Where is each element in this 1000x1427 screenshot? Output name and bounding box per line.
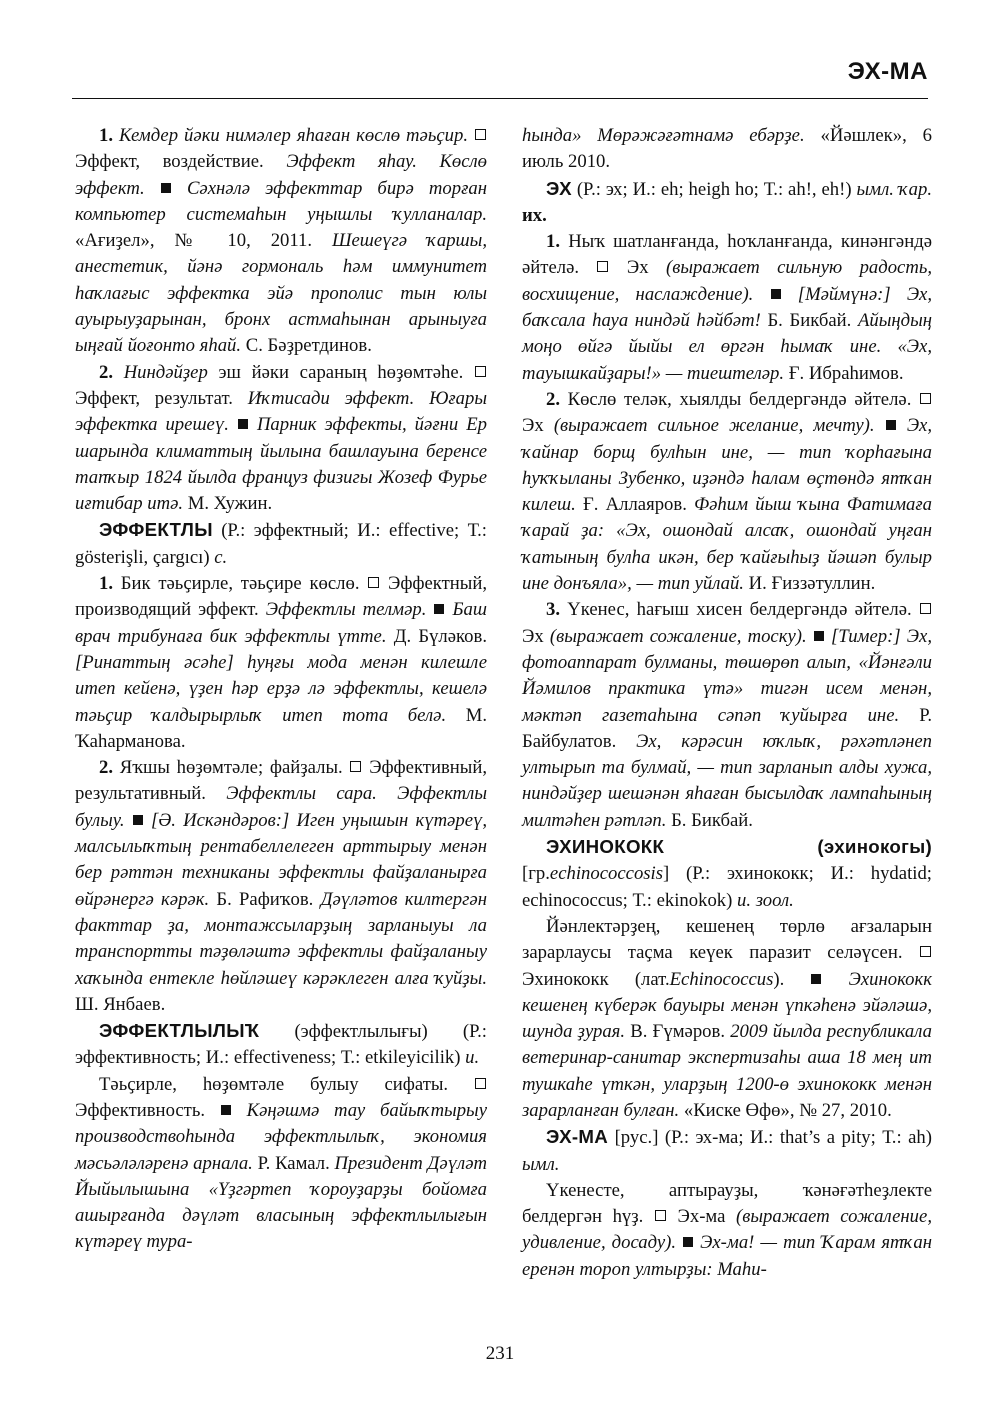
example-quote: Эх, ҡайнар борщ булһын ине, — тип ҡорһағына һуҡҡыланы Зубенко, иҙәндә һалам өҫтөндә ятҡан килеш. bbox=[522, 415, 933, 516]
sense-paragraph bbox=[75, 571, 487, 755]
sense-paragraph bbox=[75, 1072, 487, 1256]
definition-text: Үкенес, һағыш хисен белдергәндә әйтелә. bbox=[567, 599, 912, 621]
example-square-icon bbox=[771, 289, 781, 299]
sense-number: 2. bbox=[99, 757, 114, 779]
russian-translation: Эффективный, результативный. bbox=[75, 757, 487, 805]
left-column bbox=[75, 123, 487, 1256]
example-source: В. Ғүмәров. bbox=[630, 1021, 726, 1043]
russian-translation: Эффект, результат. bbox=[75, 387, 233, 409]
part-of-speech: ымл. ҡар. bbox=[856, 178, 932, 200]
sense-number: 2. bbox=[546, 388, 561, 410]
etymology: [гр. bbox=[522, 863, 550, 885]
definition-text: Йәнлектәрҙең, кешенең төрлө ағзаларын зарарлаусы таҫма кеүек паразит селәүсен. bbox=[522, 915, 932, 964]
page-number: 231 bbox=[485, 1343, 515, 1364]
russian-gloss: (выражает сожаление, тоску). bbox=[549, 625, 807, 647]
definition-text: Көслө теләк, хыялды белдергәндә әйтелә. bbox=[567, 388, 912, 410]
definition-text: Кемдер йәки нимәлер яһаған көслө тәьҫир. bbox=[119, 125, 468, 146]
sense-paragraph bbox=[75, 755, 487, 1018]
part-of-speech: с. bbox=[214, 546, 228, 568]
headword: ЭФФЕКТЛЫ bbox=[99, 519, 213, 541]
example-square-icon bbox=[238, 419, 248, 429]
example-square-icon bbox=[133, 815, 143, 825]
example-quote: Баш врач трибунаға бик эффектлы үтте. bbox=[75, 599, 488, 647]
sense-paragraph bbox=[75, 360, 487, 518]
headword: ЭФФЕКТЛЫЛЫҠ bbox=[99, 1020, 260, 1042]
etymology: (Р.: эх; И.: eh; heigh ho; Т.: ah!, eh!) bbox=[576, 178, 852, 200]
sense-paragraph bbox=[522, 914, 932, 1124]
example-source: Р. Байбулатов. bbox=[522, 704, 932, 752]
definition-text: Тәьҫирле, һөҙөмтәле булыу сифаты. bbox=[99, 1073, 449, 1095]
example-source: М. Хужин. bbox=[187, 493, 273, 515]
russian-translation: Эхинококк (лат. bbox=[522, 968, 670, 990]
running-head: ЭХ-МА bbox=[847, 58, 928, 85]
example-quote: Фәһим йыш ҡына Фатимаға ҡарай ҙа: «Эх, ошондай алсаҡ, ошондай уңған ҡатының булһа икән, бер ҡайғыһыҙ йәшәп булыр ине донъяла», — тип уйлай. bbox=[522, 494, 932, 595]
russian-translation: Эх bbox=[522, 415, 544, 437]
sense-number: 1. bbox=[99, 125, 114, 146]
russian-gloss: (выражает сильное желание, мечту). bbox=[553, 415, 875, 437]
example-quote: Дәүләтов килтергән факттар ҙа, монтажсыларҙың зарланыуы ла транспортты тәҙөләштә эффектлы файҙаланыу хаҡында ентекле һөйләшеү кәрәклеген алға ҡуйҙы. bbox=[75, 888, 487, 989]
part-of-speech: ымл. bbox=[522, 1153, 560, 1175]
example-square-icon bbox=[811, 974, 821, 984]
headword: ЭХ-МА bbox=[546, 1126, 609, 1148]
entry-header bbox=[75, 517, 487, 571]
entry-header bbox=[522, 1124, 932, 1178]
headword-genitive: (эхинокогы) bbox=[817, 836, 932, 858]
sense-number: 2. bbox=[99, 361, 114, 383]
example-quote: Сәхнәлә эффекттар бирә торған компьютер системаһын уңышлы ҡулланалар. bbox=[75, 177, 488, 225]
example-quote: Эхинококк кешенең күберәк бауыры менән үпкәһенә эйәләшә, шунда ҙурая. bbox=[522, 968, 933, 1043]
example-source: Б. Бикбай. bbox=[671, 809, 753, 831]
russian-translation: Эффектный, производящий эффект. bbox=[75, 573, 488, 621]
cross-reference: их. bbox=[522, 204, 547, 226]
example-square-icon bbox=[683, 1237, 693, 1247]
sense-paragraph bbox=[522, 597, 932, 834]
example-source: «Киске Өфө», № 27, 2010. bbox=[683, 1099, 892, 1121]
sense-number: 3. bbox=[546, 599, 561, 621]
translation-square-icon bbox=[597, 261, 608, 272]
translation-square-icon bbox=[368, 577, 379, 588]
etymology: (Р.: эффектный; И.: effective; Т.: gösterişli, çargıcı) bbox=[75, 520, 487, 568]
russian-translation: Эх bbox=[522, 625, 544, 647]
sense-paragraph bbox=[522, 229, 932, 387]
example-quote: Парник эффекты, йәғни Ер шарында климаттың йылына башлауына беренсе тапҡыр 1824 йылда француз физигы Жозеф Фурье иғтибар итә. bbox=[75, 414, 488, 515]
translation-square-icon bbox=[920, 393, 931, 404]
russian-translation: Эффективность. bbox=[75, 1099, 206, 1121]
example-square-icon bbox=[886, 420, 896, 430]
entry-header bbox=[75, 1018, 487, 1072]
example-source: Б. Рафиҡов. bbox=[216, 888, 314, 910]
example-square-icon bbox=[434, 604, 444, 614]
example-quote: 2009 йылда республикала ветеринар-санитар экспертизаһы аша 18 мең ит тушкаһе үткән, уларҙың 1200-ө эхинококк менән зарарланған булған. bbox=[522, 1021, 932, 1121]
example-source: Б. Бикбай. bbox=[767, 310, 852, 332]
example-source: И. Ғиззәтуллин. bbox=[748, 573, 876, 595]
sense-number: 1. bbox=[546, 231, 561, 253]
etymology: (эффектлылығы) (Р.: эффективность; И.: effectiveness; Т.: etkileyicilik) bbox=[75, 1021, 487, 1069]
sense-paragraph bbox=[522, 1178, 932, 1283]
translation-square-icon bbox=[475, 129, 486, 140]
right-column bbox=[522, 123, 932, 1283]
definition-text: Ниндәйҙер bbox=[123, 361, 208, 383]
example-source: Р. Камал. bbox=[257, 1152, 330, 1174]
continued-paragraph bbox=[522, 123, 932, 176]
russian-gloss: (выражает сильную радость, восхищение, наслаждение). bbox=[522, 257, 933, 305]
example-quote: Эх-ма! — тип Ҡарам ятҡан еренән тороп ултырҙы: Маһи- bbox=[522, 1232, 932, 1280]
headword: ЭХИНОКОКК bbox=[546, 836, 665, 858]
example-source: «Йәшлек», 6 июль 2010. bbox=[522, 125, 932, 173]
example-square-icon bbox=[814, 631, 824, 641]
example-quote: Президент Дәүләт Йыйылышына «Үҙгәртеп ҡороуҙарҙы бойомға ашырғанда дәүләт власының эффектлылығын күтәреү тура- bbox=[75, 1152, 487, 1253]
definition-text: эш йәки сараның һөҙөмтәһе. bbox=[218, 361, 464, 383]
example-quote: [Мәймүнә:] Эх, баҡсала һауа ниндәй һәйбәт! bbox=[522, 283, 933, 332]
example-quote: [Ә. Искәндәров:] Иген уңышын күтәреү, малсылыҡтың рентабеллелеген арттырыу менән бер рәттән техниканы эффектлы файҙаланырға өйрәнергә кәрәк. bbox=[75, 809, 488, 910]
example-square-icon bbox=[161, 183, 171, 193]
example-phrase: Эффектлы сара. Эффектлы булыу. bbox=[75, 783, 487, 831]
sense-paragraph bbox=[75, 123, 487, 360]
sense-paragraph bbox=[522, 387, 932, 597]
definition-text: Үкенесте, аптырауҙы, ҡәнәғәтһеҙлекте белдергән һүҙ. bbox=[522, 1179, 932, 1228]
example-quote: Кәңәшмә тау байыҡтырыу производствоһында эффектлылыҡ, экономия мәсьәләләренә арнала. bbox=[75, 1099, 488, 1174]
translation-square-icon bbox=[475, 366, 486, 377]
example-source: Ш. Янбаев. bbox=[75, 993, 166, 1015]
entry-header bbox=[522, 834, 932, 914]
definition-text: Бик тәьҫирле, тәьҫире көслө. bbox=[120, 573, 360, 595]
example-quote: Эх, кәрәсин юҡлыҡ, рәхәтләнеп ултырып та булмай, — тип зарланып алды хужа, ниндәйҙер шешәнән яһаған бысылдаҡ лампаһының милтәһен рәтләп. bbox=[522, 730, 932, 831]
etymology: ] (Р.: эхинококк; И.: hydatid; echinococcus; Т.: ekinokok) bbox=[522, 863, 932, 911]
part-of-speech: и. зоол. bbox=[737, 889, 794, 911]
example-source: «Ағиҙел», № 10, 2011. bbox=[75, 230, 313, 252]
example-phrase: Эффект яһау. Көслө эффект. bbox=[75, 151, 488, 199]
russian-gloss: (выражает сожаление, удивление, досаду). bbox=[522, 1206, 932, 1254]
part-of-speech: и. bbox=[465, 1047, 480, 1069]
definition-text: Ныҡ шатланғанда, һоҡланғанда, кинәнгәндә әйтелә. bbox=[522, 231, 932, 279]
russian-translation: ). bbox=[773, 968, 785, 990]
russian-translation: Эх bbox=[626, 257, 649, 279]
definition-text: Яҡшы һөҙөмтәле; файҙалы. bbox=[119, 757, 343, 779]
russian-translation: Эффект, воздействие. bbox=[75, 151, 264, 173]
example-source: Ғ. Аллаяров. bbox=[582, 494, 687, 516]
example-source: Д. Бүләков. bbox=[393, 625, 488, 647]
translation-square-icon bbox=[350, 761, 361, 772]
latin-name: Echinococcus bbox=[669, 968, 774, 990]
translation-square-icon bbox=[655, 1210, 666, 1221]
translation-square-icon bbox=[920, 603, 931, 614]
sense-number: 1. bbox=[99, 573, 114, 595]
example-quote: [Тимер:] Эх, фотоаппарат булманы, төшөрөп алып, «Йәнғәли Йәмилов практика үтә» тигән исем менән, мәктәп газетаһына сәпәп ҡуйырға ине. bbox=[522, 625, 932, 726]
etymology: [рус.] (Р.: эх-ма; И.: that’s a pity; Т.: ah) bbox=[614, 1127, 932, 1149]
example-source: С. Бәҙретдинов. bbox=[245, 335, 372, 357]
translation-square-icon bbox=[920, 946, 931, 957]
etymology-word: echinococcosis bbox=[549, 863, 664, 885]
example-phrase: Эффектлы телмәр. bbox=[265, 599, 427, 621]
example-quote: Айыңдың моңо өйгә йыйы ел өргән һымаҡ ине. «Эх, тауышкайҙары!» — тиештеләр. bbox=[522, 310, 933, 384]
example-source: Ғ. Ибраһимов. bbox=[788, 362, 904, 384]
translation-square-icon bbox=[475, 1078, 486, 1089]
example-source: М. Ҡаһарманова. bbox=[75, 704, 488, 752]
example-square-icon bbox=[221, 1105, 231, 1115]
headword: ЭХ bbox=[546, 177, 572, 199]
example-quote: Шешеүгә ҡаршы, анестетик, йәнә гормональ һәм иммунитет һаҡлағыс эффектка эйә прополис тын юлы ауырыуҙарынан, бронх астмаһынан арыныуға ыңғай йоғонто яһай. bbox=[75, 230, 487, 357]
example-quote: [Ринаттың әсәһе] һуңғы мода менән килешле итеп кейенә, үҙен һәр ерҙә лә эффектлы, кешелә тәьҫир ҡалдырырлыҡ итеп тота белә. bbox=[75, 651, 487, 726]
example-quote: һында» Мөрәжәғәтнамә ебәрҙе. bbox=[522, 125, 805, 146]
header-rule bbox=[72, 98, 928, 99]
russian-translation: Эх-ма bbox=[677, 1206, 726, 1228]
entry-header bbox=[522, 176, 932, 230]
example-phrase: Иҡтисади эффект. Юғары эффектка ирешеү. bbox=[75, 387, 487, 436]
